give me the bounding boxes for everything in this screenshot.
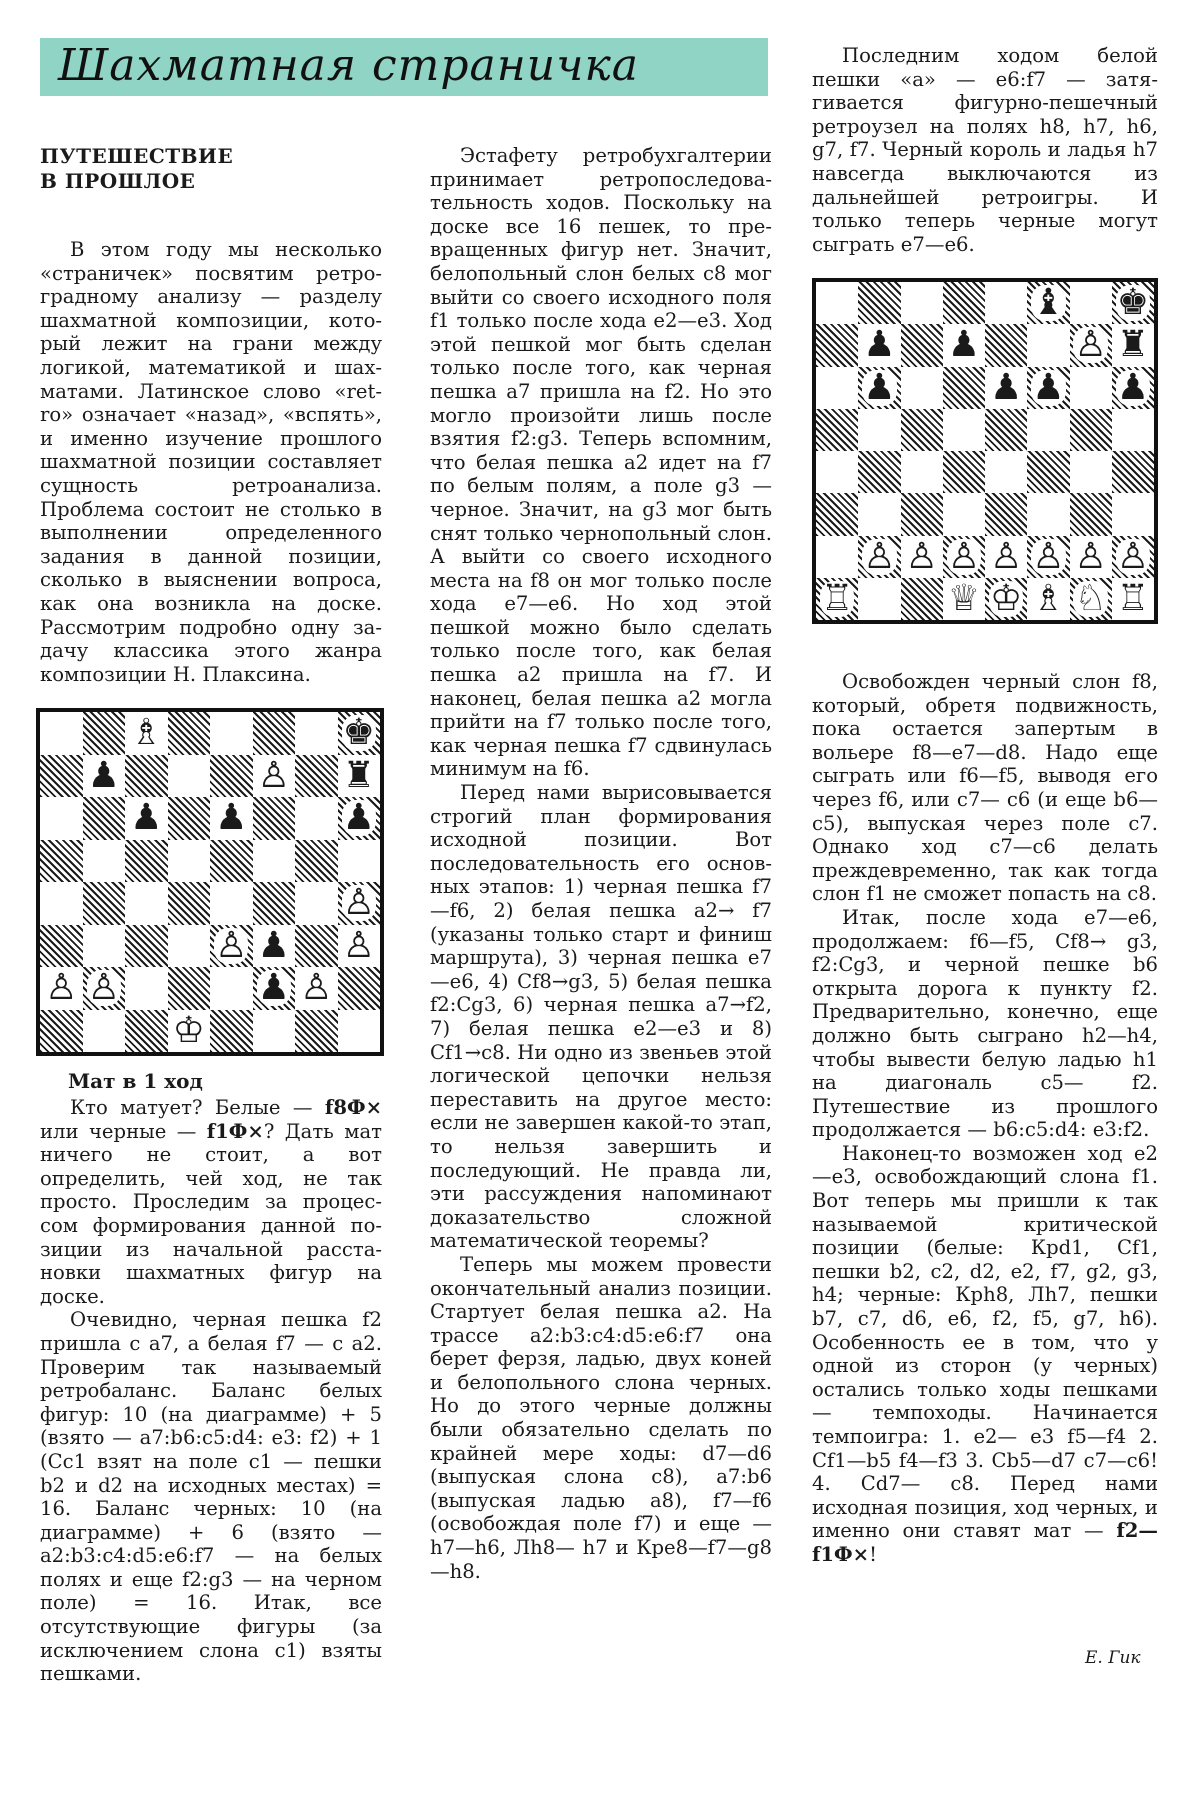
chess-piece: ♟	[215, 797, 248, 839]
continuation-paragraph: Итак, после хода e7—e6, продолжаем: f6—f5, Cf8→ g3, f2:Cg3, и черной пешке b6 открыта дорога к пункту f2. Предварительно, конечно, еще должно быть сыграно h2—h4, чтобы вывести белую ладью h1 на диагональ c5— f2. Путешествие из прошлого продолжается — b6:c5:d4: e3:f2.	[812, 905, 1158, 1142]
freed-bishop-paragraph: Освобожден черный слон f8, который, обретя подвижность, пока остается запертым в вольере f8—e7—d8. Надо еще сыграть или f6—f5, выводя его через f6, или c7— c6 (и еще b6—c5), выпуская через поле c7. Однако ход c7—c6 делать преждевременно, так как тогда слон f1 не сможет попасть на c8.	[812, 670, 1158, 906]
square-a5	[40, 840, 83, 883]
chess-piece: ♙	[989, 535, 1023, 577]
obvious-paragraph: Очевидно, черная пешка f2 пришла с a7, а белая f7 — с a2. Проверим так называемый ретробаланс. Баланс белых фигур: 10 (на диаграмме) + 5 (взято — a7:b6:c5:d4: e3: f2) + 1 (Cc1 взят на поле c1 — пешки b2 и d2 на исходных местах) = 16. Баланс черных: 10 (на диаграмме) + 6 (взято — a2:b3:c4:d5:e6:f7 — на белых полях и еще f2:g3 — на черном поле) = 16. Итак, все отсутствующие фигуры (за исключением слона c1) взяты пешками.	[40, 1308, 382, 1686]
square-e7	[210, 755, 253, 798]
square-e1	[210, 1010, 253, 1053]
square-h4	[338, 882, 381, 925]
square-c2	[125, 967, 168, 1010]
square-d1	[168, 1010, 211, 1053]
square-d2	[168, 967, 211, 1010]
chess-piece: ♔	[989, 577, 1023, 619]
square-d2	[943, 536, 985, 578]
square-g2	[1070, 536, 1112, 578]
conclusion-exclaim: !	[869, 1542, 877, 1566]
square-f6	[253, 797, 296, 840]
square-e1	[985, 578, 1027, 620]
plan-paragraph: Перед нами вырисовывается строгий план формирования исходной позиции. Вот последовательность его основных этапов: 1) черная пешка f7—f6, 2) белая пешка a2→ f7 (указаны только старт и финиш маршрута), 3) черная пешка e7—e6, 4) Cf8→g3, 5) белая пешка f2:Cg3, 6) черная пешка a7→f2, 7) белая пешка e2—e3 и 8) Cf1→c8. Ни одно из звеньев этой логической цепочки нельзя переставить на другое место: если не завершен какой-то этап, то нельзя завершить и последующий. Не правда ли, эти рассуждения напоминают доказательство сложной математической теоремы?	[430, 781, 772, 1253]
square-g8	[1070, 282, 1112, 324]
square-c8	[125, 712, 168, 755]
chess-piece: ♚	[342, 712, 375, 754]
square-c2	[901, 536, 943, 578]
square-f7	[1027, 324, 1069, 366]
chess-piece: ♟	[257, 924, 290, 966]
square-c3	[901, 493, 943, 535]
question-paragraph	[40, 1096, 382, 1308]
chess-piece: ♙	[257, 754, 290, 796]
square-f8	[1027, 282, 1069, 324]
square-e2	[985, 536, 1027, 578]
square-g4	[1070, 451, 1112, 493]
square-d8	[943, 282, 985, 324]
square-e6	[985, 367, 1027, 409]
square-f1	[253, 1010, 296, 1053]
chess-piece: ♟	[1116, 366, 1150, 408]
white-mate-move: f8Ф×	[324, 1096, 382, 1119]
square-d6	[168, 797, 211, 840]
square-g6	[1070, 367, 1112, 409]
chess-piece: ♗	[130, 712, 163, 754]
chess-piece: ♙	[947, 535, 981, 577]
article-title	[40, 144, 380, 194]
chess-piece: ♖	[1116, 577, 1150, 619]
chess-piece: ♟	[863, 324, 896, 366]
square-b4	[83, 882, 126, 925]
square-a1	[40, 1010, 83, 1053]
square-d3	[943, 493, 985, 535]
square-g1	[295, 1010, 338, 1053]
final-analysis-paragraph: Теперь мы можем провести окончательный анализ позиции. Стартует белая пешка a2. На трассе a2:b3:c4:d5:e6:f7 она берет ферзя, ладью, двух коней и белопольного слона черных. Но до этого черные должны были обязательно сделать по крайней мере ходы: d7—d6 (выпуская слона c8), a7:b6 (выпуская ладью a8), f7—f6 (освобождая поле f7) и еще — h7—h6, Лh8— h7 и Крe8—f7—g8—h8.	[430, 1252, 772, 1583]
chess-piece: ♟	[989, 366, 1023, 408]
intro-paragraph: В этом году мы несколько «страничек» посвятим ретроградному анализу — разделу шахматной композиции, который лежит на грани между логикой, математикой и шахматами. Латинское слово «retro» означает «назад», «вспять», и именно изучение прошлого шахматной позиции составляет сущность ретроанализа. Проблема состоит не столько в выполнении определенного задания в данной позиции, сколько в выяснении вопроса, как она возникла на доске. Рассмотрим подробно одну задачу классика этого жанра композиции Н. Плаксина.	[40, 238, 382, 686]
column-2	[430, 144, 772, 1583]
square-b7	[83, 755, 126, 798]
square-b5	[858, 409, 900, 451]
chess-piece: ♙	[215, 924, 248, 966]
question-text-a: Кто матует? Белые —	[70, 1096, 325, 1119]
chess-piece: ♜	[342, 754, 375, 796]
diagram-1-board	[40, 712, 380, 1052]
square-e4	[210, 882, 253, 925]
square-c5	[901, 409, 943, 451]
square-d7	[943, 324, 985, 366]
square-e3	[985, 493, 1027, 535]
chess-piece: ♙	[300, 967, 333, 1009]
square-d4	[168, 882, 211, 925]
chess-piece: ♙	[905, 535, 938, 577]
square-b7	[858, 324, 900, 366]
chess-piece: ♙	[863, 535, 896, 577]
square-e7	[985, 324, 1027, 366]
title-line-2: В ПРОШЛОЕ	[40, 169, 196, 193]
question-text-c: или черные —	[40, 1119, 207, 1143]
square-e8	[210, 712, 253, 755]
chess-piece: ♙	[1074, 324, 1107, 366]
banner-title: Шахматная страничка	[58, 40, 639, 91]
chess-piece: ♟	[130, 797, 163, 839]
square-f5	[253, 840, 296, 883]
square-d7	[168, 755, 211, 798]
square-g5	[295, 840, 338, 883]
square-g7	[295, 755, 338, 798]
square-c4	[901, 451, 943, 493]
square-f3	[1027, 493, 1069, 535]
square-b1	[83, 1010, 126, 1053]
chess-piece: ♙	[87, 967, 120, 1009]
square-d6	[943, 367, 985, 409]
column-1-intro	[40, 238, 382, 686]
chess-piece: ♟	[1032, 366, 1065, 408]
square-f1	[1027, 578, 1069, 620]
square-a4	[816, 451, 858, 493]
chess-piece: ♖	[820, 577, 854, 619]
square-g8	[295, 712, 338, 755]
square-c7	[901, 324, 943, 366]
square-f2	[1027, 536, 1069, 578]
square-d5	[168, 840, 211, 883]
square-e2	[210, 967, 253, 1010]
chess-piece: ♜	[1116, 324, 1150, 366]
square-e6	[210, 797, 253, 840]
square-e5	[985, 409, 1027, 451]
chess-piece: ♙	[1032, 535, 1065, 577]
square-a8	[816, 282, 858, 324]
square-b2	[83, 967, 126, 1010]
square-c7	[125, 755, 168, 798]
square-h6	[338, 797, 381, 840]
square-c1	[125, 1010, 168, 1053]
diagram-2-board	[816, 282, 1154, 620]
square-a1	[816, 578, 858, 620]
square-h8	[1112, 282, 1154, 324]
square-h3	[338, 925, 381, 968]
square-a5	[816, 409, 858, 451]
square-h1	[1112, 578, 1154, 620]
square-c5	[125, 840, 168, 883]
square-h4	[1112, 451, 1154, 493]
square-b6	[858, 367, 900, 409]
chess-piece: ♝	[1032, 282, 1065, 324]
square-e4	[985, 451, 1027, 493]
square-h2	[1112, 536, 1154, 578]
square-c3	[125, 925, 168, 968]
title-line-1: ПУТЕШЕСТВИЕ	[40, 144, 234, 168]
square-f7	[253, 755, 296, 798]
square-e5	[210, 840, 253, 883]
square-b4	[858, 451, 900, 493]
square-f4	[1027, 451, 1069, 493]
square-d1	[943, 578, 985, 620]
square-h8	[338, 712, 381, 755]
diagram-1-frame	[36, 708, 384, 1056]
square-g2	[295, 967, 338, 1010]
chess-piece: ♙	[45, 967, 78, 1009]
square-d8	[168, 712, 211, 755]
square-h5	[338, 840, 381, 883]
square-h7	[338, 755, 381, 798]
square-h3	[1112, 493, 1154, 535]
square-b3	[83, 925, 126, 968]
square-g3	[1070, 493, 1112, 535]
square-a3	[816, 493, 858, 535]
chess-piece: ♟	[257, 967, 290, 1009]
square-a8	[40, 712, 83, 755]
chess-piece: ♘	[1074, 577, 1107, 619]
square-a3	[40, 925, 83, 968]
black-mate-move: f1Ф×	[206, 1119, 264, 1143]
square-d3	[168, 925, 211, 968]
last-move-paragraph: Последним ходом белой пешки «а» — e6:f7 — затягивается фигурно-пешечный ретроузел на полях h8, h7, h6, g7, f7. Черный король и ладья h7 навсегда выключаются из дальнейшей ретроигры. И только теперь черные могут сыграть e7—e6.	[812, 44, 1158, 256]
square-b8	[858, 282, 900, 324]
chess-piece: ♕	[947, 577, 981, 619]
square-a7	[40, 755, 83, 798]
column-1-lower	[40, 1096, 382, 1686]
chess-piece: ♙	[342, 882, 375, 924]
square-g6	[295, 797, 338, 840]
section-banner	[40, 38, 768, 96]
square-b5	[83, 840, 126, 883]
square-d4	[943, 451, 985, 493]
square-c1	[901, 578, 943, 620]
square-h7	[1112, 324, 1154, 366]
square-c8	[901, 282, 943, 324]
square-g3	[295, 925, 338, 968]
square-f4	[253, 882, 296, 925]
square-g1	[1070, 578, 1112, 620]
square-a4	[40, 882, 83, 925]
square-e8	[985, 282, 1027, 324]
conclusion-text: Наконец-то возможен ход e2—e3, освобождающий слона f1. Вот теперь мы пришли к так называемой критической позиции (белые: Крd1, Cf1, пешки b2, c2, d2, e2, f7, g2, g3, h4; черные: Крh8, Лh7, пешки b7, c7, d6, e6, f2, f5, g7, h6). Особенность ее в том, что у одной из сторон (у черных) остались только ходы пешками — темпоходы. Начинается темпоигра: 1. e2— e3 f5—f4 2. Cf1—b5 f4—f3 3. Cb5—d7 c7—c6! 4. Cd7— c8. Перед нами исходная позиция, ход черных, и именно они ставят мат —	[812, 1141, 1158, 1543]
chess-piece: ♟	[87, 754, 120, 796]
square-c4	[125, 882, 168, 925]
chess-piece: ♙	[342, 924, 375, 966]
square-a7	[816, 324, 858, 366]
square-f2	[253, 967, 296, 1010]
author-byline: Е. Гик	[1085, 1648, 1141, 1668]
chess-piece: ♟	[342, 797, 375, 839]
square-e3	[210, 925, 253, 968]
chess-piece: ♗	[1032, 577, 1065, 619]
square-d5	[943, 409, 985, 451]
square-a6	[816, 367, 858, 409]
square-b6	[83, 797, 126, 840]
conclusion-paragraph	[812, 1142, 1158, 1567]
relay-paragraph: Эстафету ретробухгалтерии принимает ретропоследовательность ходов. Поскольку на доске все 16 пешек, то превращенных фигур нет. Значит, белопольный слон белых c8 мог выйти со своего исходного поля f1 только после хода e2—e3. Ход этой пешкой мог быть сделан только после того, как черная пешка a7 пришла на f2. Но это могло произойти лишь после взятия f2:g3. Теперь вспомним, что белая пешка a2 идет на f7 по белым полям, а поле g3 — черное. Значит, на g3 мог быть снят только чернопольный слон. А выйти со своего исходного места на f8 он мог только после хода e7—e6. Но ход этой пешкой можно было сделать только после того, как белая пешка a2 пришла на f7. И наконец, белая пешка a2 могла прийти на f7 только после того, как черная пешка f7 сдвинулась минимум на f6.	[430, 144, 772, 781]
square-f5	[1027, 409, 1069, 451]
question-text-e: ? Дать мат ничего не стоит, а вот определить, чей ход, не так просто. Проследим за процессом формирования данной позиции из начальной расстановки шахматных фигур на доске.	[40, 1119, 383, 1308]
square-a6	[40, 797, 83, 840]
diagram-caption: Мат в 1 ход	[68, 1069, 203, 1093]
square-h6	[1112, 367, 1154, 409]
square-h1	[338, 1010, 381, 1053]
square-a2	[816, 536, 858, 578]
square-c6	[901, 367, 943, 409]
square-b3	[858, 493, 900, 535]
square-f3	[253, 925, 296, 968]
square-f6	[1027, 367, 1069, 409]
square-b8	[83, 712, 126, 755]
square-h5	[1112, 409, 1154, 451]
square-g5	[1070, 409, 1112, 451]
square-a2	[40, 967, 83, 1010]
square-h2	[338, 967, 381, 1010]
chess-piece: ♙	[1074, 535, 1107, 577]
square-b2	[858, 536, 900, 578]
chess-piece: ♚	[1116, 282, 1150, 324]
square-c6	[125, 797, 168, 840]
square-f8	[253, 712, 296, 755]
chess-piece: ♙	[1116, 535, 1150, 577]
chess-piece: ♟	[947, 324, 981, 366]
chess-piece: ♔	[172, 1009, 205, 1051]
column-3-lower	[812, 670, 1158, 1567]
square-b1	[858, 578, 900, 620]
final-mate-move: f2—f1Ф×	[812, 1519, 1158, 1566]
square-g4	[295, 882, 338, 925]
column-3-top	[812, 44, 1158, 256]
square-g7	[1070, 324, 1112, 366]
diagram-2-frame	[812, 278, 1158, 624]
chess-piece: ♟	[863, 366, 896, 408]
